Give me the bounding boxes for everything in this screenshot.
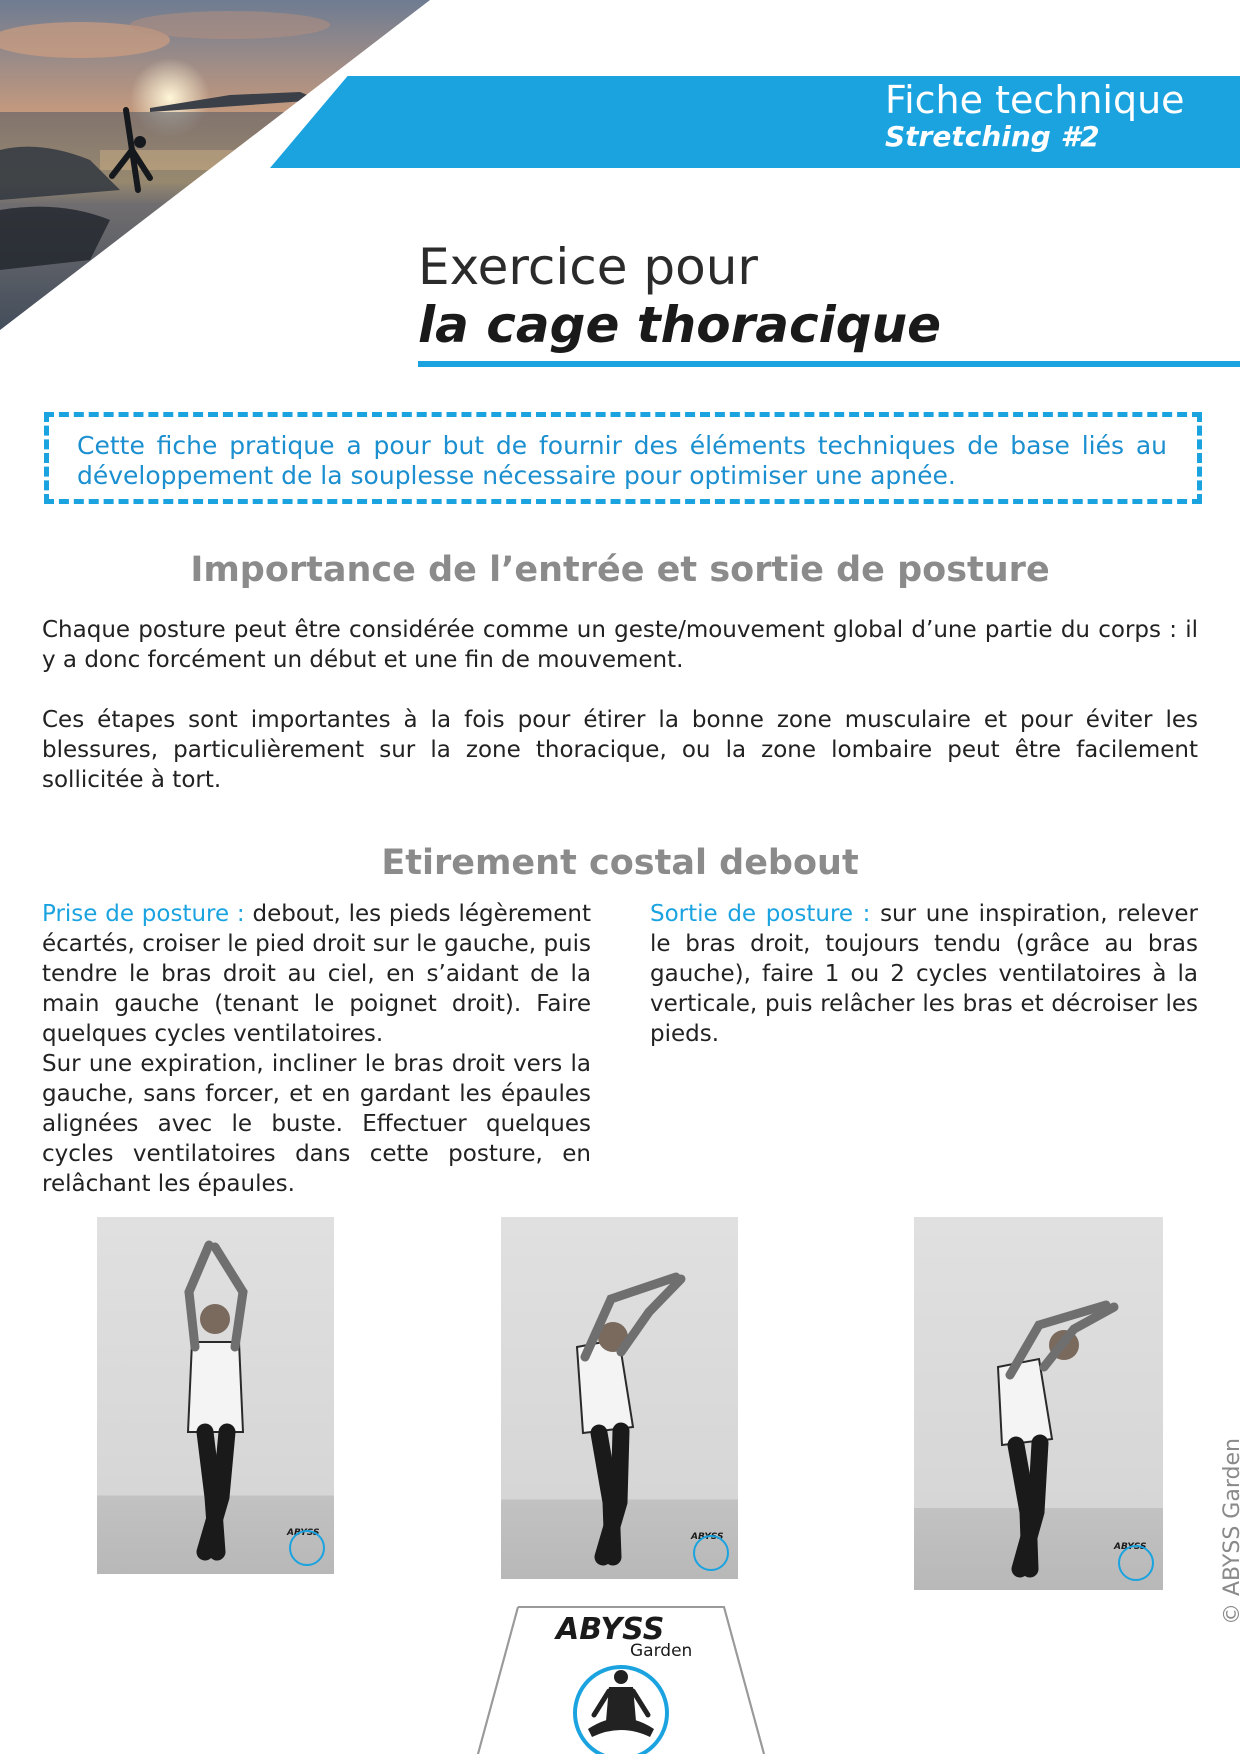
abyss-garden-logo [478,1603,764,1754]
copyright-text: © ABYSS Garden [1220,1438,1245,1625]
photo-watermark: ABYSS [691,1532,724,1542]
side-bend-photo [501,1217,738,1579]
section1-paragraph2: Ces étapes sont importantes à la fois pour étirer la bonne zone musculaire et pour éviter les blessures, particulièrement sur la zone thoracique, ou la zone lombaire peut être facilement sollicitée à tort. [42,707,1198,793]
page-title-line2: la cage thoracique [418,296,942,354]
intro-text: Cette fiche pratique a pour but de fournir des éléments techniques de base liés au développement de la souplesse nécessaire pour optimiser une apnée. [77,431,1167,490]
posture-entry-column [42,899,591,1199]
posture-entry-text: debout, les pieds légèrement écartés, croiser le pied droit sur le gauche, puis tendre le bras droit au ciel, en s’aidant de la main gauche (tenant le poignet droit). Faire quelques cycles ventilatoires. [42,901,591,1047]
intro-box [44,412,1202,504]
header-title: Fiche technique [885,78,1185,122]
photo-watermark: ABYSS [1114,1542,1147,1552]
section-heading-etirement: Etirement costal debout [381,843,859,883]
posture-exit-column [650,899,1198,1049]
section-heading-importance: Importance de l’entrée et sortie de posture [190,550,1050,590]
section1-paragraph1: Chaque posture peut être considérée comme un geste/mouvement global d’une partie du corps : il y a donc forcément un début et une fin de mouvement. [42,617,1198,673]
page-title-line1: Exercice pour [418,238,758,296]
logo-brand: ABYSS [556,1612,665,1647]
logo-sub: Garden [630,1641,693,1661]
posture-exit-lead: Sortie de posture : [650,901,871,927]
standing-arms-up-photo [97,1217,334,1574]
title-underline [418,361,1240,367]
posture-entry-text2: Sur une expiration, incliner le bras droit vers la gauche, sans forcer, et en gardant les épaules alignées avec le buste. Effectuer quelques cycles ventilatoires dans cette posture, en relâchant les épaules. [42,1051,591,1197]
photo-watermark: ABYSS [287,1528,320,1538]
posture-entry-lead: Prise de posture : [42,901,245,927]
deep-side-bend-photo [914,1217,1163,1590]
header-subtitle: Stretching #2 [885,120,1100,153]
posture-exit-text: sur une inspiration, relever le bras droit, toujours tendu (grâce au bras gauche), faire 1 ou 2 cycles ventilatoires à la verticale, puis relâcher les bras et décroiser les pieds. [650,901,1198,1047]
